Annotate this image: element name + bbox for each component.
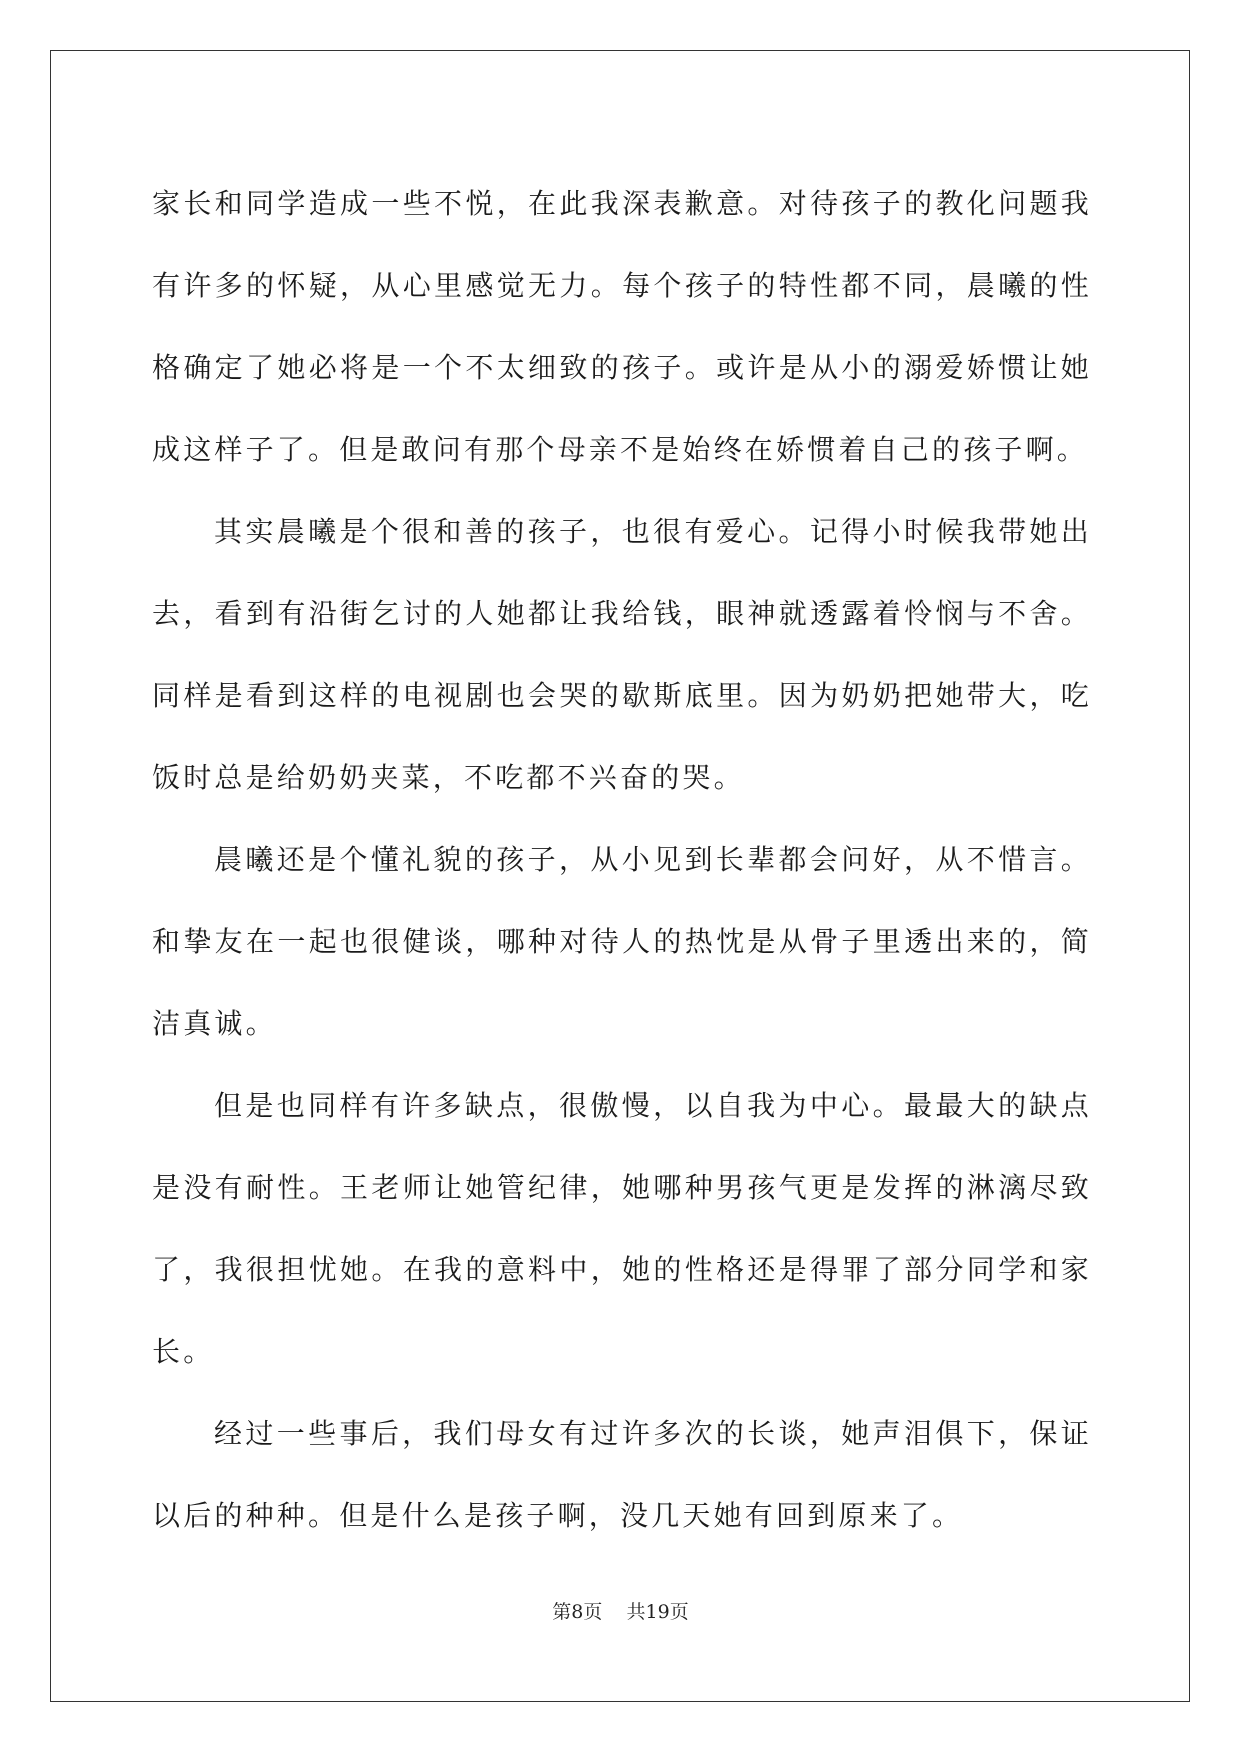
total-page-count: 共19页 bbox=[626, 1601, 689, 1623]
paragraph-5: 经过一些事后，我们母女有过许多次的长谈，她声泪俱下，保证以后的种种。但是什么是孩子啊，没几天她有回到原来了。 bbox=[152, 1417, 1092, 1532]
paragraph-1: 家长和同学造成一些不悦，在此我深表歉意。对待孩子的教化问题我有许多的怀疑，从心里感觉无力。每个孩子的特性都不同，晨曦的性格确定了她必将是一个不太细致的孩子。或许是从小的溺爱娇惯让她成这样子了。但是敢问有那个母亲不是始终在娇惯着自己的孩子啊。 bbox=[152, 187, 1092, 466]
paragraph-2: 其实晨曦是个很和善的孩子，也很有爱心。记得小时候我带她出去，看到有沿街乞讨的人她都让我给钱，眼神就透露着怜悯与不舍。同样是看到这样的电视剧也会哭的歇斯底里。因为奶奶把她带大，吃饭时总是给奶奶夹菜，不吃都不兴奋的哭。 bbox=[152, 515, 1092, 794]
page-footer bbox=[0, 1597, 1241, 1624]
current-page-number: 第8页 bbox=[552, 1601, 603, 1623]
paragraph-3: 晨曦还是个懂礼貌的孩子，从小见到长辈都会问好，从不惜言。和挚友在一起也很健谈，哪种对待人的热忱是从骨子里透出来的，简洁真诚。 bbox=[152, 843, 1092, 1040]
document-body bbox=[152, 163, 1092, 1557]
paragraph-4: 但是也同样有许多缺点，很傲慢，以自我为中心。最最大的缺点是没有耐性。王老师让她管纪律，她哪种男孩气更是发挥的淋漓尽致了，我很担忧她。在我的意料中，她的性格还是得罪了部分同学和家长。 bbox=[152, 1089, 1092, 1368]
